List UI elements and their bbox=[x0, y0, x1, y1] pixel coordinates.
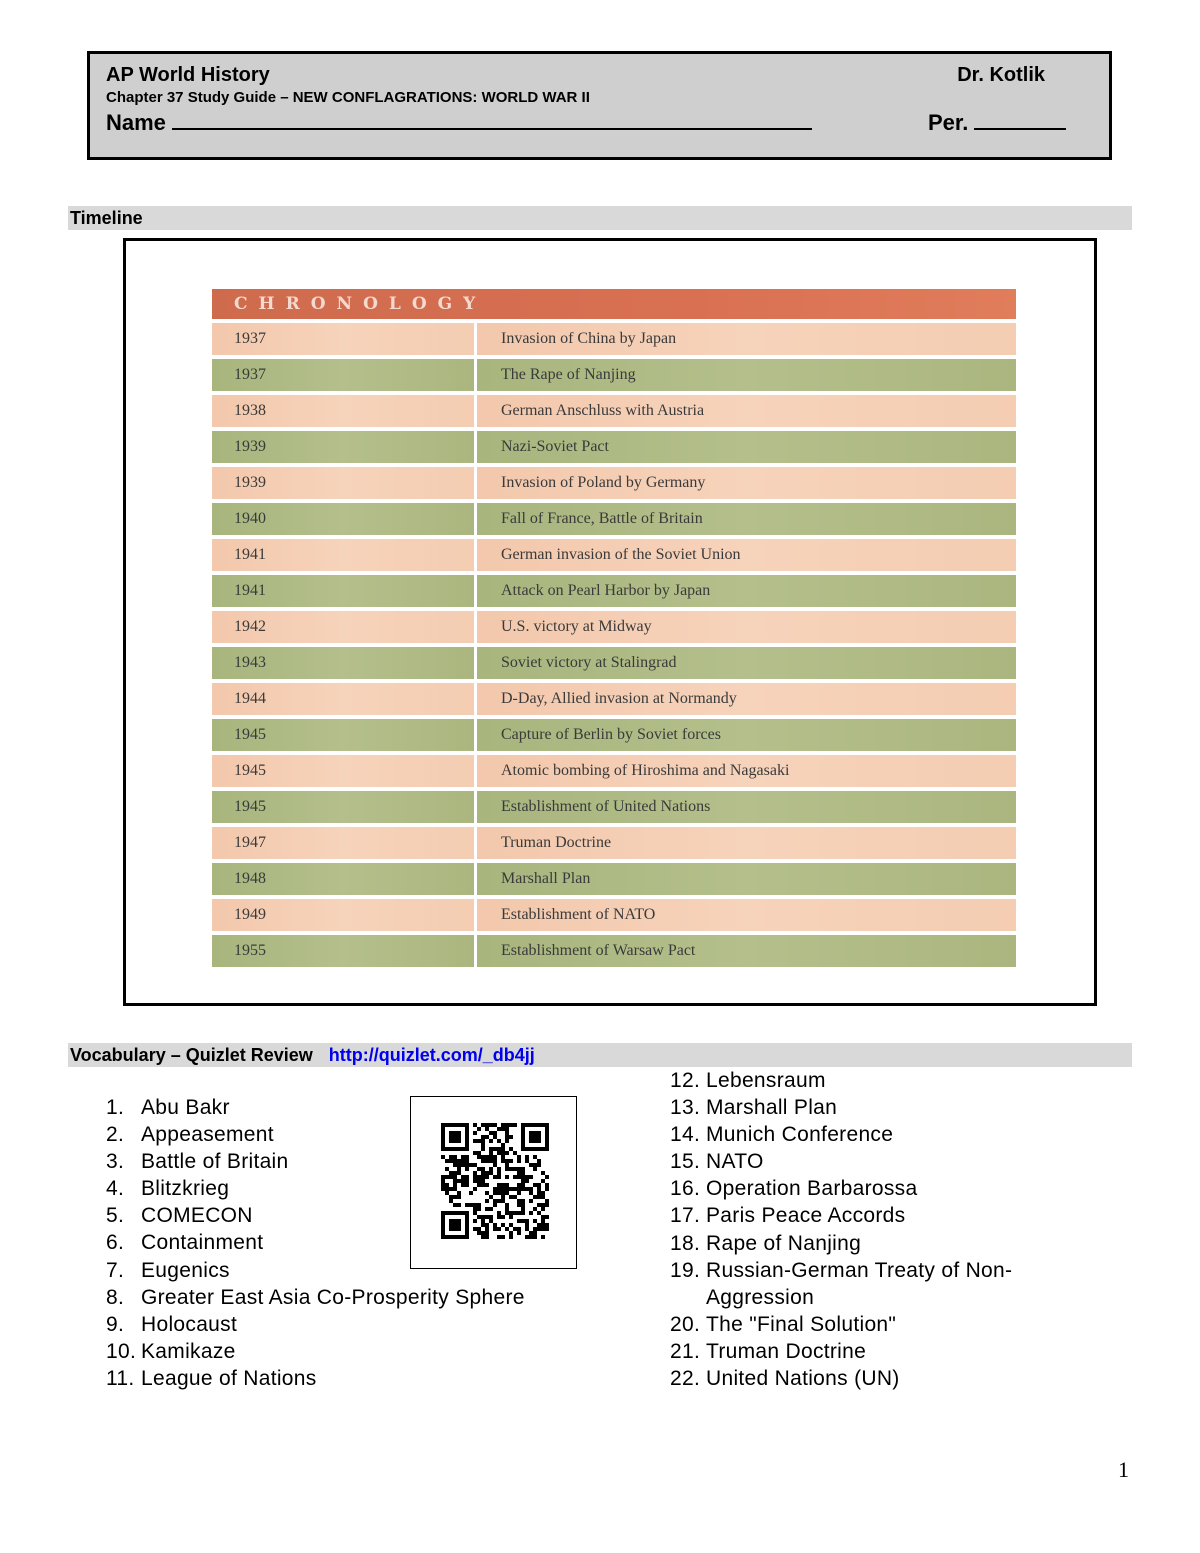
vocabulary-number: 2. bbox=[106, 1123, 125, 1147]
chronology-event: German invasion of the Soviet Union bbox=[477, 539, 1016, 571]
chronology-year: 1947 bbox=[212, 827, 474, 859]
vocabulary-number: 5. bbox=[106, 1204, 125, 1228]
chronology-event: Atomic bombing of Hiroshima and Nagasaki bbox=[477, 755, 1016, 787]
chronology-year: 1937 bbox=[212, 359, 474, 391]
vocabulary-number: 3. bbox=[106, 1150, 125, 1174]
vocabulary-term: Munich Conference bbox=[706, 1123, 894, 1147]
chronology-row bbox=[212, 395, 1016, 427]
chronology-event: Capture of Berlin by Soviet forces bbox=[477, 719, 1016, 751]
name-label: Name bbox=[106, 110, 166, 135]
vocabulary-term: Appeasement bbox=[141, 1123, 274, 1147]
vocabulary-number: 9. bbox=[106, 1312, 125, 1336]
vocabulary-term: Truman Doctrine bbox=[706, 1339, 867, 1363]
chronology-year: 1940 bbox=[212, 503, 474, 535]
name-blank-line[interactable] bbox=[172, 110, 812, 130]
chronology-heading: CHRONOLOGY bbox=[212, 289, 1016, 319]
vocabulary-number: 12. bbox=[670, 1069, 701, 1092]
chronology-event: Invasion of China by Japan bbox=[477, 323, 1016, 355]
period-blank-line[interactable] bbox=[974, 110, 1066, 130]
vocabulary-term: United Nations (UN) bbox=[706, 1367, 900, 1391]
vocabulary-number: 14. bbox=[670, 1123, 701, 1147]
chronology-event: Establishment of NATO bbox=[477, 899, 1016, 931]
vocabulary-term: Aggression bbox=[706, 1285, 815, 1309]
chronology-year: 1955 bbox=[212, 935, 474, 967]
chronology-year: 1941 bbox=[212, 539, 474, 571]
chronology-frame bbox=[123, 238, 1097, 1006]
vocabulary-term: Russian-German Treaty of Non- bbox=[706, 1258, 1013, 1282]
vocabulary-term: Kamikaze bbox=[141, 1339, 236, 1363]
vocabulary-number: 17. bbox=[670, 1204, 701, 1228]
timeline-section-title: Timeline bbox=[70, 208, 143, 228]
vocabulary-term: Holocaust bbox=[141, 1312, 238, 1336]
vocabulary-number: 4. bbox=[106, 1177, 125, 1201]
vocabulary-number: 8. bbox=[106, 1285, 125, 1309]
vocabulary-number: 16. bbox=[670, 1177, 701, 1201]
chronology-year: 1949 bbox=[212, 899, 474, 931]
header-box bbox=[87, 51, 1112, 160]
chronology-row bbox=[212, 359, 1016, 391]
vocabulary-term: Battle of Britain bbox=[141, 1150, 289, 1174]
chronology-year: 1937 bbox=[212, 323, 474, 355]
vocabulary-term: Containment bbox=[141, 1231, 264, 1255]
chronology-year: 1941 bbox=[212, 575, 474, 607]
chronology-row bbox=[212, 503, 1016, 535]
name-field[interactable] bbox=[106, 110, 812, 136]
chronology-row bbox=[212, 323, 1016, 355]
chronology-year: 1945 bbox=[212, 755, 474, 787]
teacher-name: Dr. Kotlik bbox=[957, 64, 1045, 86]
chronology-year: 1943 bbox=[212, 647, 474, 679]
vocabulary-term: Marshall Plan bbox=[706, 1096, 838, 1120]
page-number: 1 bbox=[1118, 1457, 1129, 1482]
vocabulary-term: Greater East Asia Co-Prosperity Sphere bbox=[141, 1285, 525, 1309]
vocabulary-number: 20. bbox=[670, 1312, 701, 1336]
chronology-year: 1942 bbox=[212, 611, 474, 643]
chronology-row bbox=[212, 647, 1016, 679]
chronology-event: Soviet victory at Stalingrad bbox=[477, 647, 1016, 679]
chronology-event: Establishment of Warsaw Pact bbox=[477, 935, 1016, 967]
vocabulary-number: 1. bbox=[106, 1096, 125, 1119]
vocabulary-term: The "Final Solution" bbox=[706, 1312, 897, 1336]
chronology-event: German Anschluss with Austria bbox=[477, 395, 1016, 427]
chronology-event: Establishment of United Nations bbox=[477, 791, 1016, 823]
vocabulary-term: League of Nations bbox=[141, 1366, 317, 1390]
vocabulary-number: 11. bbox=[106, 1366, 135, 1390]
vocabulary-number: 6. bbox=[106, 1231, 125, 1255]
chronology-table bbox=[212, 289, 1016, 967]
chronology-event: Invasion of Poland by Germany bbox=[477, 467, 1016, 499]
chronology-row bbox=[212, 575, 1016, 607]
chronology-year: 1938 bbox=[212, 395, 474, 427]
period-label: Per. bbox=[928, 110, 969, 135]
chronology-row bbox=[212, 755, 1016, 787]
chronology-row bbox=[212, 539, 1016, 571]
vocabulary-number: 13. bbox=[670, 1096, 701, 1120]
vocabulary-term: Abu Bakr bbox=[141, 1096, 230, 1119]
vocabulary-term: Eugenics bbox=[141, 1258, 230, 1282]
vocabulary-term: Rape of Nanjing bbox=[706, 1231, 862, 1255]
vocabulary-term: COMECON bbox=[141, 1204, 253, 1228]
quizlet-link[interactable]: http://quizlet.com/_db4jj bbox=[328, 1045, 535, 1065]
chronology-year: 1944 bbox=[212, 683, 474, 715]
period-field[interactable] bbox=[928, 110, 1066, 136]
vocabulary-number: 19. bbox=[670, 1258, 701, 1282]
chronology-year: 1945 bbox=[212, 791, 474, 823]
chronology-row bbox=[212, 719, 1016, 751]
qr-code-icon[interactable] bbox=[441, 1122, 549, 1240]
chronology-event: Fall of France, Battle of Britain bbox=[477, 503, 1016, 535]
qr-code-box bbox=[410, 1096, 577, 1269]
vocabulary-term: Paris Peace Accords bbox=[706, 1204, 906, 1228]
chronology-row bbox=[212, 935, 1016, 967]
chronology-event: Marshall Plan bbox=[477, 863, 1016, 895]
chronology-event: Attack on Pearl Harbor by Japan bbox=[477, 575, 1016, 607]
vocabulary-number: 15. bbox=[670, 1150, 701, 1174]
vocabulary-number: 7. bbox=[106, 1258, 125, 1282]
chronology-row bbox=[212, 791, 1016, 823]
chronology-row bbox=[212, 899, 1016, 931]
vocabulary-term: Lebensraum bbox=[706, 1069, 826, 1092]
vocabulary-section-title: Vocabulary – Quizlet Review bbox=[70, 1045, 313, 1065]
chronology-event: D-Day, Allied invasion at Normandy bbox=[477, 683, 1016, 715]
chronology-year: 1939 bbox=[212, 431, 474, 463]
vocabulary-term: Operation Barbarossa bbox=[706, 1177, 918, 1201]
chronology-event: Truman Doctrine bbox=[477, 827, 1016, 859]
vocabulary-section-header bbox=[68, 1043, 1132, 1067]
vocabulary-term: Blitzkrieg bbox=[141, 1177, 230, 1201]
vocabulary-number: 10. bbox=[106, 1339, 137, 1363]
chapter-title: Chapter 37 Study Guide – NEW CONFLAGRATIONS: WORLD WAR II bbox=[106, 89, 590, 106]
chronology-event: U.S. victory at Midway bbox=[477, 611, 1016, 643]
chronology-row bbox=[212, 431, 1016, 463]
chronology-row bbox=[212, 827, 1016, 859]
chronology-row bbox=[212, 467, 1016, 499]
chronology-year: 1939 bbox=[212, 467, 474, 499]
vocabulary-number: 18. bbox=[670, 1231, 701, 1255]
timeline-section-header bbox=[68, 206, 1132, 230]
course-title: AP World History bbox=[106, 64, 270, 86]
chronology-event: Nazi-Soviet Pact bbox=[477, 431, 1016, 463]
vocabulary-number: 22. bbox=[670, 1367, 701, 1391]
chronology-year: 1948 bbox=[212, 863, 474, 895]
chronology-year: 1945 bbox=[212, 719, 474, 751]
vocabulary-term: NATO bbox=[706, 1150, 764, 1174]
chronology-row bbox=[212, 611, 1016, 643]
chronology-row bbox=[212, 863, 1016, 895]
vocabulary-number: 21. bbox=[670, 1339, 701, 1363]
chronology-event: The Rape of Nanjing bbox=[477, 359, 1016, 391]
chronology-row bbox=[212, 683, 1016, 715]
